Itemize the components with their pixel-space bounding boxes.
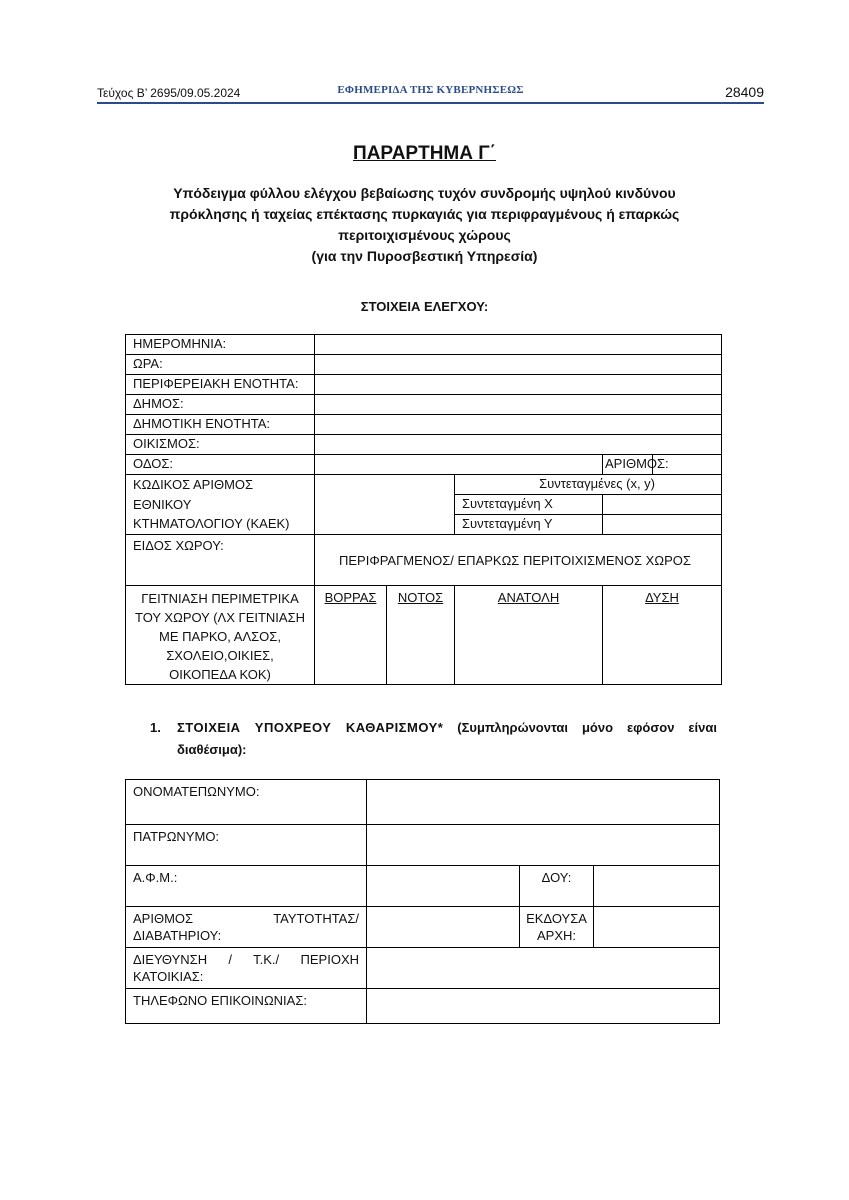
obligor-table	[125, 779, 720, 1024]
address-label-line: ΔΙΕΥΘΥΝΣΗ / Τ.Κ./ ΠΕΡΙΟΧΗ	[133, 952, 359, 967]
id-number-field[interactable]	[367, 907, 520, 948]
subtitle-line: πρόκλησης ή ταχείας επέκτασης πυρκαγιάς για περιφραγμένους ή επαρκώς	[169, 206, 680, 222]
west-column[interactable]	[603, 586, 722, 685]
east-label: ΑΝΑΤΟΛΗ	[497, 590, 560, 605]
neighbors-label-line: ΟΙΚΟΠΕΔΑ ΚΟΚ)	[169, 667, 271, 682]
municipality-field[interactable]	[315, 395, 722, 415]
tax-id-label: Α.Φ.Μ.:	[126, 866, 367, 907]
table-row	[126, 395, 722, 415]
fathers-name-label: ΠΑΤΡΩΝΥΜΟ:	[126, 825, 367, 866]
issuing-authority-label-line: ΕΚΔΟΥΣΑ	[526, 911, 587, 926]
neighbors-label-line: ΣΧΟΛΕΙΟ,ΟΙΚΙΕΣ,	[166, 648, 274, 663]
address-field[interactable]	[367, 948, 720, 989]
address-label	[126, 948, 367, 989]
table-row	[126, 355, 722, 375]
tax-office-label: ΔΟΥ:	[520, 866, 594, 907]
coord-x-label: Συντεταγμένη Χ	[455, 495, 603, 515]
west-label: ΔΥΣΗ	[645, 590, 679, 605]
phone-label: ΤΗΛΕΦΩΝΟ ΕΠΙΚΟΙΝΩΝΙΑΣ:	[126, 989, 367, 1024]
issue-reference: Τεύχος Β’ 2695/09.05.2024	[97, 86, 241, 100]
header-divider	[97, 102, 764, 104]
id-number-label-line: ΑΡΙΘΜΟΣ ΤΑΥΤΟΤΗΤΑΣ/	[133, 911, 359, 926]
table-row	[126, 535, 722, 586]
tax-id-field[interactable]	[367, 866, 520, 907]
date-field[interactable]	[315, 335, 722, 355]
kaek-label-line: ΚΩΔΙΚΟΣ ΑΡΙΘΜΟΣ	[133, 477, 254, 492]
time-label: ΩΡΑ:	[126, 355, 315, 375]
municipal-unit-label: ΔΗΜΟΤΙΚΗ ΕΝΟΤΗΤΑ:	[126, 415, 315, 435]
table-row	[126, 375, 722, 395]
page-header	[97, 84, 764, 104]
regional-unit-label: ΠΕΡΙΦΕΡΕΙΑΚΗ ΕΝΟΤΗΤΑ:	[126, 375, 315, 395]
inspection-heading: ΣΤΟΙΧΕΙΑ ΕΛΕΓΧΟΥ:	[360, 299, 489, 314]
id-number-label-line: ΔΙΑΒΑΤΗΡΙΟΥ:	[133, 928, 222, 943]
fathers-name-field[interactable]	[367, 825, 720, 866]
coord-x-field[interactable]	[603, 495, 722, 515]
street-number-label: ΑΡΙΘΜΟΣ:	[603, 455, 653, 475]
full-name-field[interactable]	[367, 780, 720, 825]
id-number-label	[126, 907, 367, 948]
settlement-field[interactable]	[315, 435, 722, 455]
full-name-label: ΟΝΟΜΑΤΕΠΩΝΥΜΟ:	[126, 780, 367, 825]
south-label: ΝΟΤΟΣ	[397, 590, 444, 605]
issuing-authority-label	[520, 907, 594, 948]
regional-unit-field[interactable]	[315, 375, 722, 395]
subtitle-line: (για την Πυροσβεστική Υπηρεσία)	[311, 248, 538, 264]
street-field[interactable]	[315, 455, 603, 475]
annex-subtitle	[120, 183, 729, 267]
space-type-value: ΠΕΡΙΦΡΑΓΜΕΝΟΣ/ ΕΠΑΡΚΩΣ ΠΕΡΙΤΟΙΧΙΣΜΕΝΟΣ ΧΩΡΟΣ	[315, 535, 722, 586]
table-row	[126, 335, 722, 355]
tax-office-field[interactable]	[594, 866, 720, 907]
table-row	[126, 780, 720, 825]
north-label: ΒΟΡΡΑΣ	[324, 590, 377, 605]
kaek-label-line: ΚΤΗΜΑΤΟΛΟΓΙΟΥ (ΚΑΕΚ)	[133, 516, 290, 531]
coordinates-header: Συντεταγμένες (x, y)	[455, 475, 722, 495]
street-label: ΟΔΟΣ:	[126, 455, 315, 475]
issuing-authority-field[interactable]	[594, 907, 720, 948]
east-column[interactable]	[455, 586, 603, 685]
south-column[interactable]	[387, 586, 455, 685]
north-column[interactable]	[315, 586, 387, 685]
kaek-field[interactable]	[315, 475, 455, 535]
municipality-label: ΔΗΜΟΣ:	[126, 395, 315, 415]
table-row	[126, 455, 722, 475]
date-label: ΗΜΕΡΟΜΗΝΙΑ:	[126, 335, 315, 355]
subtitle-line: Υπόδειγμα φύλλου ελέγχου βεβαίωσης τυχόν συνδρομής υψηλού κινδύνου	[173, 185, 676, 201]
table-row	[126, 907, 720, 948]
time-field[interactable]	[315, 355, 722, 375]
gazette-title: ΕΦΗΜΕΡΙΔΑ ΤΗΣ ΚΥΒΕΡΝΗΣΕΩΣ	[337, 84, 524, 96]
item-number: 1.	[150, 720, 161, 735]
table-row	[126, 825, 720, 866]
table-row	[126, 586, 722, 685]
annex-title: ΠΑΡΑΡΤΗΜΑ Γ΄	[352, 143, 496, 164]
neighbors-label-line: ΤΟΥ ΧΩΡΟΥ (ΛΧ ΓΕΙΤΝΙΑΣΗ	[134, 610, 306, 625]
municipal-unit-field[interactable]	[315, 415, 722, 435]
address-label-line: ΚΑΤΟΙΚΙΑΣ:	[133, 969, 204, 984]
table-row	[126, 415, 722, 435]
neighbors-label-line: ΓΕΙΤΝΙΑΣΗ ΠΕΡΙΜΕΤΡΙΚΑ	[141, 591, 299, 606]
phone-field[interactable]	[367, 989, 720, 1024]
kaek-label-line: ΕΘΝΙΚΟΥ	[133, 496, 192, 512]
table-row	[126, 948, 720, 989]
coord-y-label: Συντεταγμένη Υ	[455, 515, 603, 535]
obligor-heading-note: (Συμπληρώνονται μόνο εφόσον είναι διαθέσιμα):	[177, 720, 717, 757]
space-type-label: ΕΙΔΟΣ ΧΩΡΟΥ:	[126, 535, 315, 586]
subtitle-line: περιτοιχισμένους χώρους	[338, 227, 511, 243]
issuing-authority-label-line: ΑΡΧΗ:	[536, 928, 576, 943]
table-row	[126, 866, 720, 907]
kaek-label	[126, 475, 315, 535]
obligor-heading-lead: ΣΤΟΙΧΕΙΑ ΥΠΟΧΡΕΟΥ ΚΑΘΑΡΙΣΜΟΥ*	[177, 720, 444, 735]
page-number: 28409	[725, 84, 764, 100]
neighbors-label	[126, 586, 315, 685]
settlement-label: ΟΙΚΙΣΜΟΣ:	[126, 435, 315, 455]
table-row	[126, 475, 722, 495]
table-row	[126, 989, 720, 1024]
obligor-heading	[150, 717, 717, 761]
neighbors-label-line: ΜΕ ΠΑΡΚΟ, ΑΛΣΟΣ,	[159, 629, 281, 644]
inspection-table	[125, 334, 722, 685]
coord-y-field[interactable]	[603, 515, 722, 535]
table-row	[126, 435, 722, 455]
